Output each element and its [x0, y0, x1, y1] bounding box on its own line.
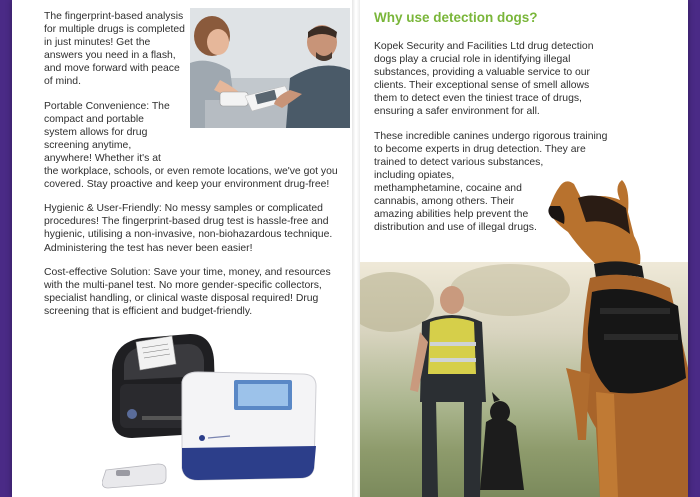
text-line: compact and portable [44, 113, 144, 125]
text-line: to become experts in drug detection. They are [374, 143, 586, 155]
cost-effective-paragraph: Cost-effective Solution: Save your time, money, and resources with the multi-panel test. No more gender-specific collectors, specialist handling, or clinical waste disposal required! Drug screening that is efficient and budget-friendly. [44, 266, 331, 317]
text-line: anywhere! Whether it's at [44, 152, 161, 164]
text-line: amazing abilities help prevent the [374, 209, 529, 221]
text-line: the workplace, schools, or even remote locations, we've got you [44, 166, 338, 178]
drug-test-device-photo [102, 320, 332, 490]
page-gutter [352, 0, 360, 497]
portable-convenience-paragraph [44, 100, 344, 192]
right-page [360, 0, 688, 497]
text-line: system allows for drug [44, 126, 148, 138]
text-line: trained to detect various substances, [374, 156, 544, 168]
left-page-text [44, 10, 344, 329]
text-line: covered. Stay proactive and keep your environment drug-free! [44, 179, 330, 191]
detection-dogs-intro-paragraph: Kopek Security and Facilities Ltd drug detection dogs play a crucial role in identifying illegal substances, providing a valuable service to our clients. Their exceptional sense of smell allows them to detect even the tiniest trace of drugs, ensuring a safer environment for all. [374, 41, 594, 118]
hygienic-paragraph: Hygienic & User-Friendly: No messy samples or complicated procedures! The fingerprint-based drug test is hassle-free and hygienic, utilising a non-invasive, non-biohazardous technique. Administering the test has never been easier! [44, 203, 333, 254]
brochure-spread [12, 0, 688, 497]
speed-paragraph: The fingerprint-based analysis for multiple drugs is completed in just minutes! Get the answers you need in a flash, and move forward with peace of mind. [44, 11, 185, 88]
left-page [12, 0, 352, 497]
right-page-text [374, 40, 609, 245]
section-title: Why use detection dogs? [374, 10, 538, 25]
text-line: Portable Convenience: The [44, 100, 170, 112]
text-line: methamphetamine, cocaine and [374, 182, 522, 194]
text-line: These incredible canines undergo rigorous training [374, 130, 608, 142]
training-paragraph [374, 130, 609, 235]
text-line: including opiates, [374, 169, 455, 181]
text-line: cannabis, among others. Their [374, 196, 515, 208]
text-line: screening anytime, [44, 139, 132, 151]
text-line: distribution and use of illegal drugs. [374, 222, 537, 234]
